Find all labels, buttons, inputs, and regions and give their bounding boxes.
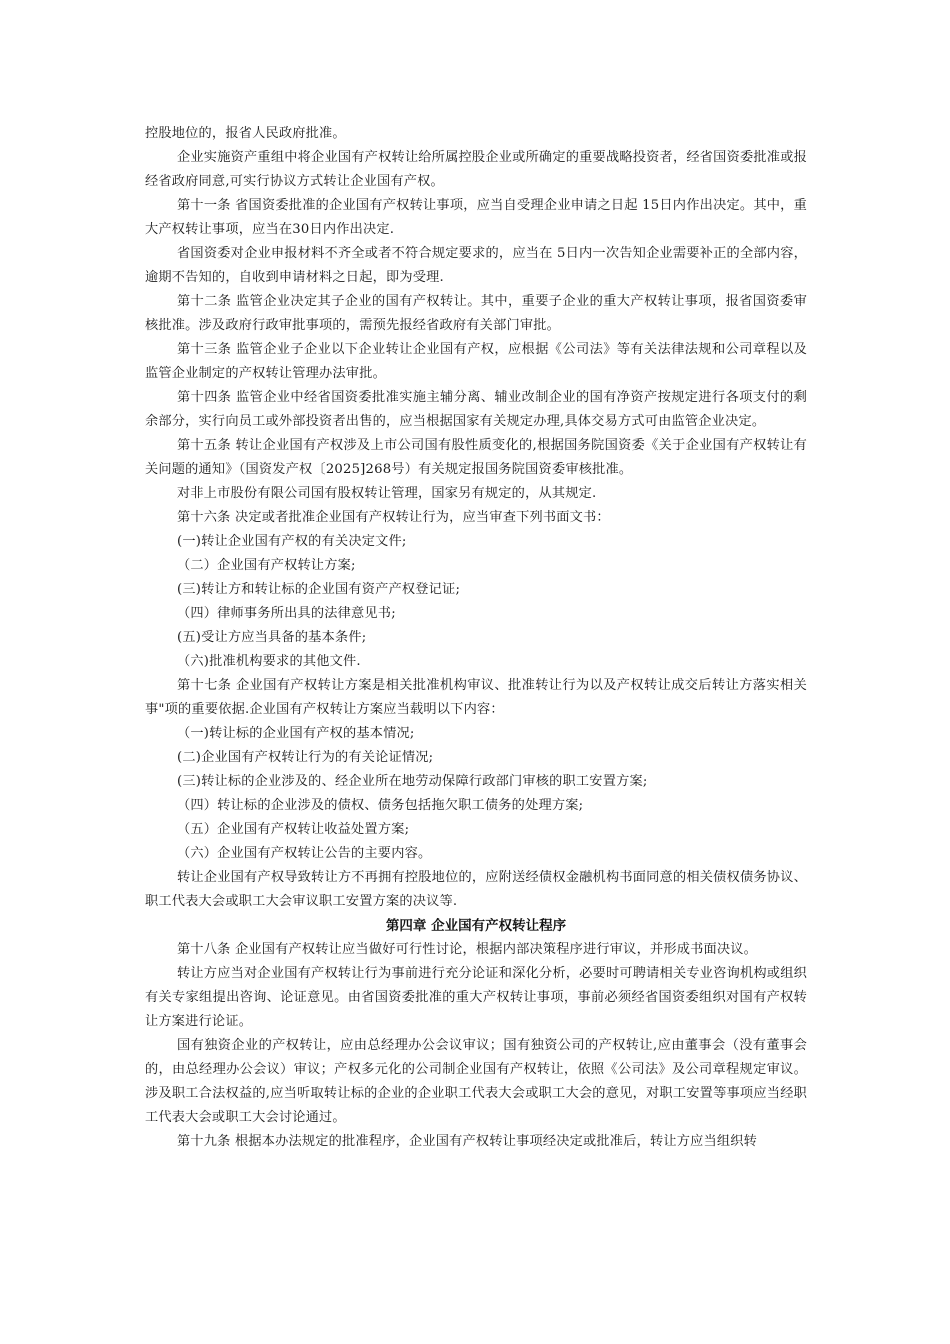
- list-item: (一)转让企业国有产权的有关决定文件;: [177, 534, 407, 549]
- section-after-chapter: [145, 938, 807, 1154]
- paragraph: 企业实施资产重组中将企业国有产权转让给所属控股企业或所确定的重要战略投资者，经省国资委批准或报经省政府同意,可实行协议方式转让企业国有产权。: [145, 150, 807, 189]
- paragraph: 第十一条 省国资委批准的企业国有产权转让事项，应当自受理企业申请之日起 15日内作出决定。其中，重大产权转让事项，应当在30日内作出决定.: [145, 198, 807, 237]
- paragraph: 第十三条 监管企业子企业以下企业转让企业国有产权，应根据《公司法》等有关法律法规和公司章程以及监管企业制定的产权转让管理办法审批。: [145, 342, 807, 381]
- paragraph: 第十五条 转让企业国有产权涉及上市公司国有股性质变化的,根据国务院国资委《关于企业国有产权转让有关问题的通知》（国资发产权〔2025]268号）有关规定报国务院国资委审核批准。: [145, 438, 807, 477]
- list-item: (五)受让方应当具备的基本条件;: [177, 630, 367, 645]
- paragraph: 国有独资企业的产权转让，应由总经理办公会议审议；国有独资公司的产权转让,应由董事会（没有董事会的，由总经理办公会议）审议；产权多元化的公司制企业国有产权转让，依照《公司法》及公司章程规定审议。涉及职工合法权益的,应当听取转让标的企业的企业职工代表大会或职工大会的意见，对职工安置等事项应当经职工代表大会或职工大会讨论通过。: [145, 1038, 807, 1125]
- paragraph: 第十八条 企业国有产权转让应当做好可行性讨论，根据内部决策程序进行审议，并形成书面决议。: [177, 942, 758, 957]
- paragraph: 第十四条 监管企业中经省国资委批准实施主辅分离、辅业改制企业的国有净资产按规定进行各项支付的剩余部分，实行向员工或外部投资者出售的，应当根据国家有关规定办理,具体交易方式可由监管企业决定。: [145, 390, 807, 429]
- section-before-chapter: [145, 122, 807, 914]
- document-body: [145, 122, 807, 1154]
- paragraph: 转让企业国有产权导致转让方不再拥有控股地位的，应附送经债权金融机构书面同意的相关债权债务协议、职工代表大会或职工大会审议职工安置方案的决议等.: [145, 870, 807, 909]
- paragraph: 省国资委对企业申报材料不齐全或者不符合规定要求的，应当在 5日内一次告知企业需要补正的全部内容，逾期不告知的，自收到申请材料之日起，即为受理.: [145, 246, 807, 285]
- paragraph: 控股地位的，报省人民政府批准。: [145, 126, 346, 141]
- list-item: （四）转让标的企业涉及的债权、债务包括拖欠职工债务的处理方案;: [177, 798, 584, 813]
- paragraph: 第十二条 监管企业决定其子企业的国有产权转让。其中，重要子企业的重大产权转让事项，报省国资委审核批准。涉及政府行政审批事项的，需预先报经省政府有关部门审批。: [145, 294, 807, 333]
- list-item: （一)转让标的企业国有产权的基本情况;: [177, 726, 415, 741]
- list-item: （二）企业国有产权转让方案;: [177, 558, 356, 573]
- list-item: （六）企业国有产权转让公告的主要内容。: [177, 846, 432, 861]
- paragraph: 第十六条 决定或者批准企业国有产权转让行为，应当审查下列书面文书：: [177, 510, 610, 525]
- list-item: (三)转让标的企业涉及的、经企业所在地劳动保障行政部门审核的职工安置方案;: [177, 774, 648, 789]
- list-item: (三)转让方和转让标的企业国有资产产权登记证;: [177, 582, 461, 597]
- chapter-heading: 第四章 企业国有产权转让程序: [385, 918, 567, 934]
- list-item: （四）律师事务所出具的法律意见书;: [177, 606, 396, 621]
- list-item: (二)企业国有产权转让行为的有关论证情况;: [177, 750, 434, 765]
- paragraph: 第十七条 企业国有产权转让方案是相关批准机构审议、批准转让行为以及产权转让成交后转让方落实相关事"项的重要依据.企业国有产权转让方案应当载明以下内容：: [145, 678, 807, 717]
- paragraph: 转让方应当对企业国有产权转让行为事前进行充分论证和深化分析，必要时可聘请相关专业咨询机构或组织有关专家组提出咨询、论证意见。由省国资委批准的重大产权转让事项，事前必须经省国资委组织对国有产权转让方案进行论证。: [145, 966, 807, 1029]
- paragraph: 第十九条 根据本办法规定的批准程序，企业国有产权转让事项经决定或批准后，转让方应当组织转: [177, 1134, 758, 1149]
- paragraph: 对非上市股份有限公司国有股权转让管理，国家另有规定的，从其规定.: [177, 486, 597, 501]
- list-item: （五）企业国有产权转让收益处置方案;: [177, 822, 410, 837]
- list-item: （六)批准机构要求的其他文件.: [177, 654, 361, 669]
